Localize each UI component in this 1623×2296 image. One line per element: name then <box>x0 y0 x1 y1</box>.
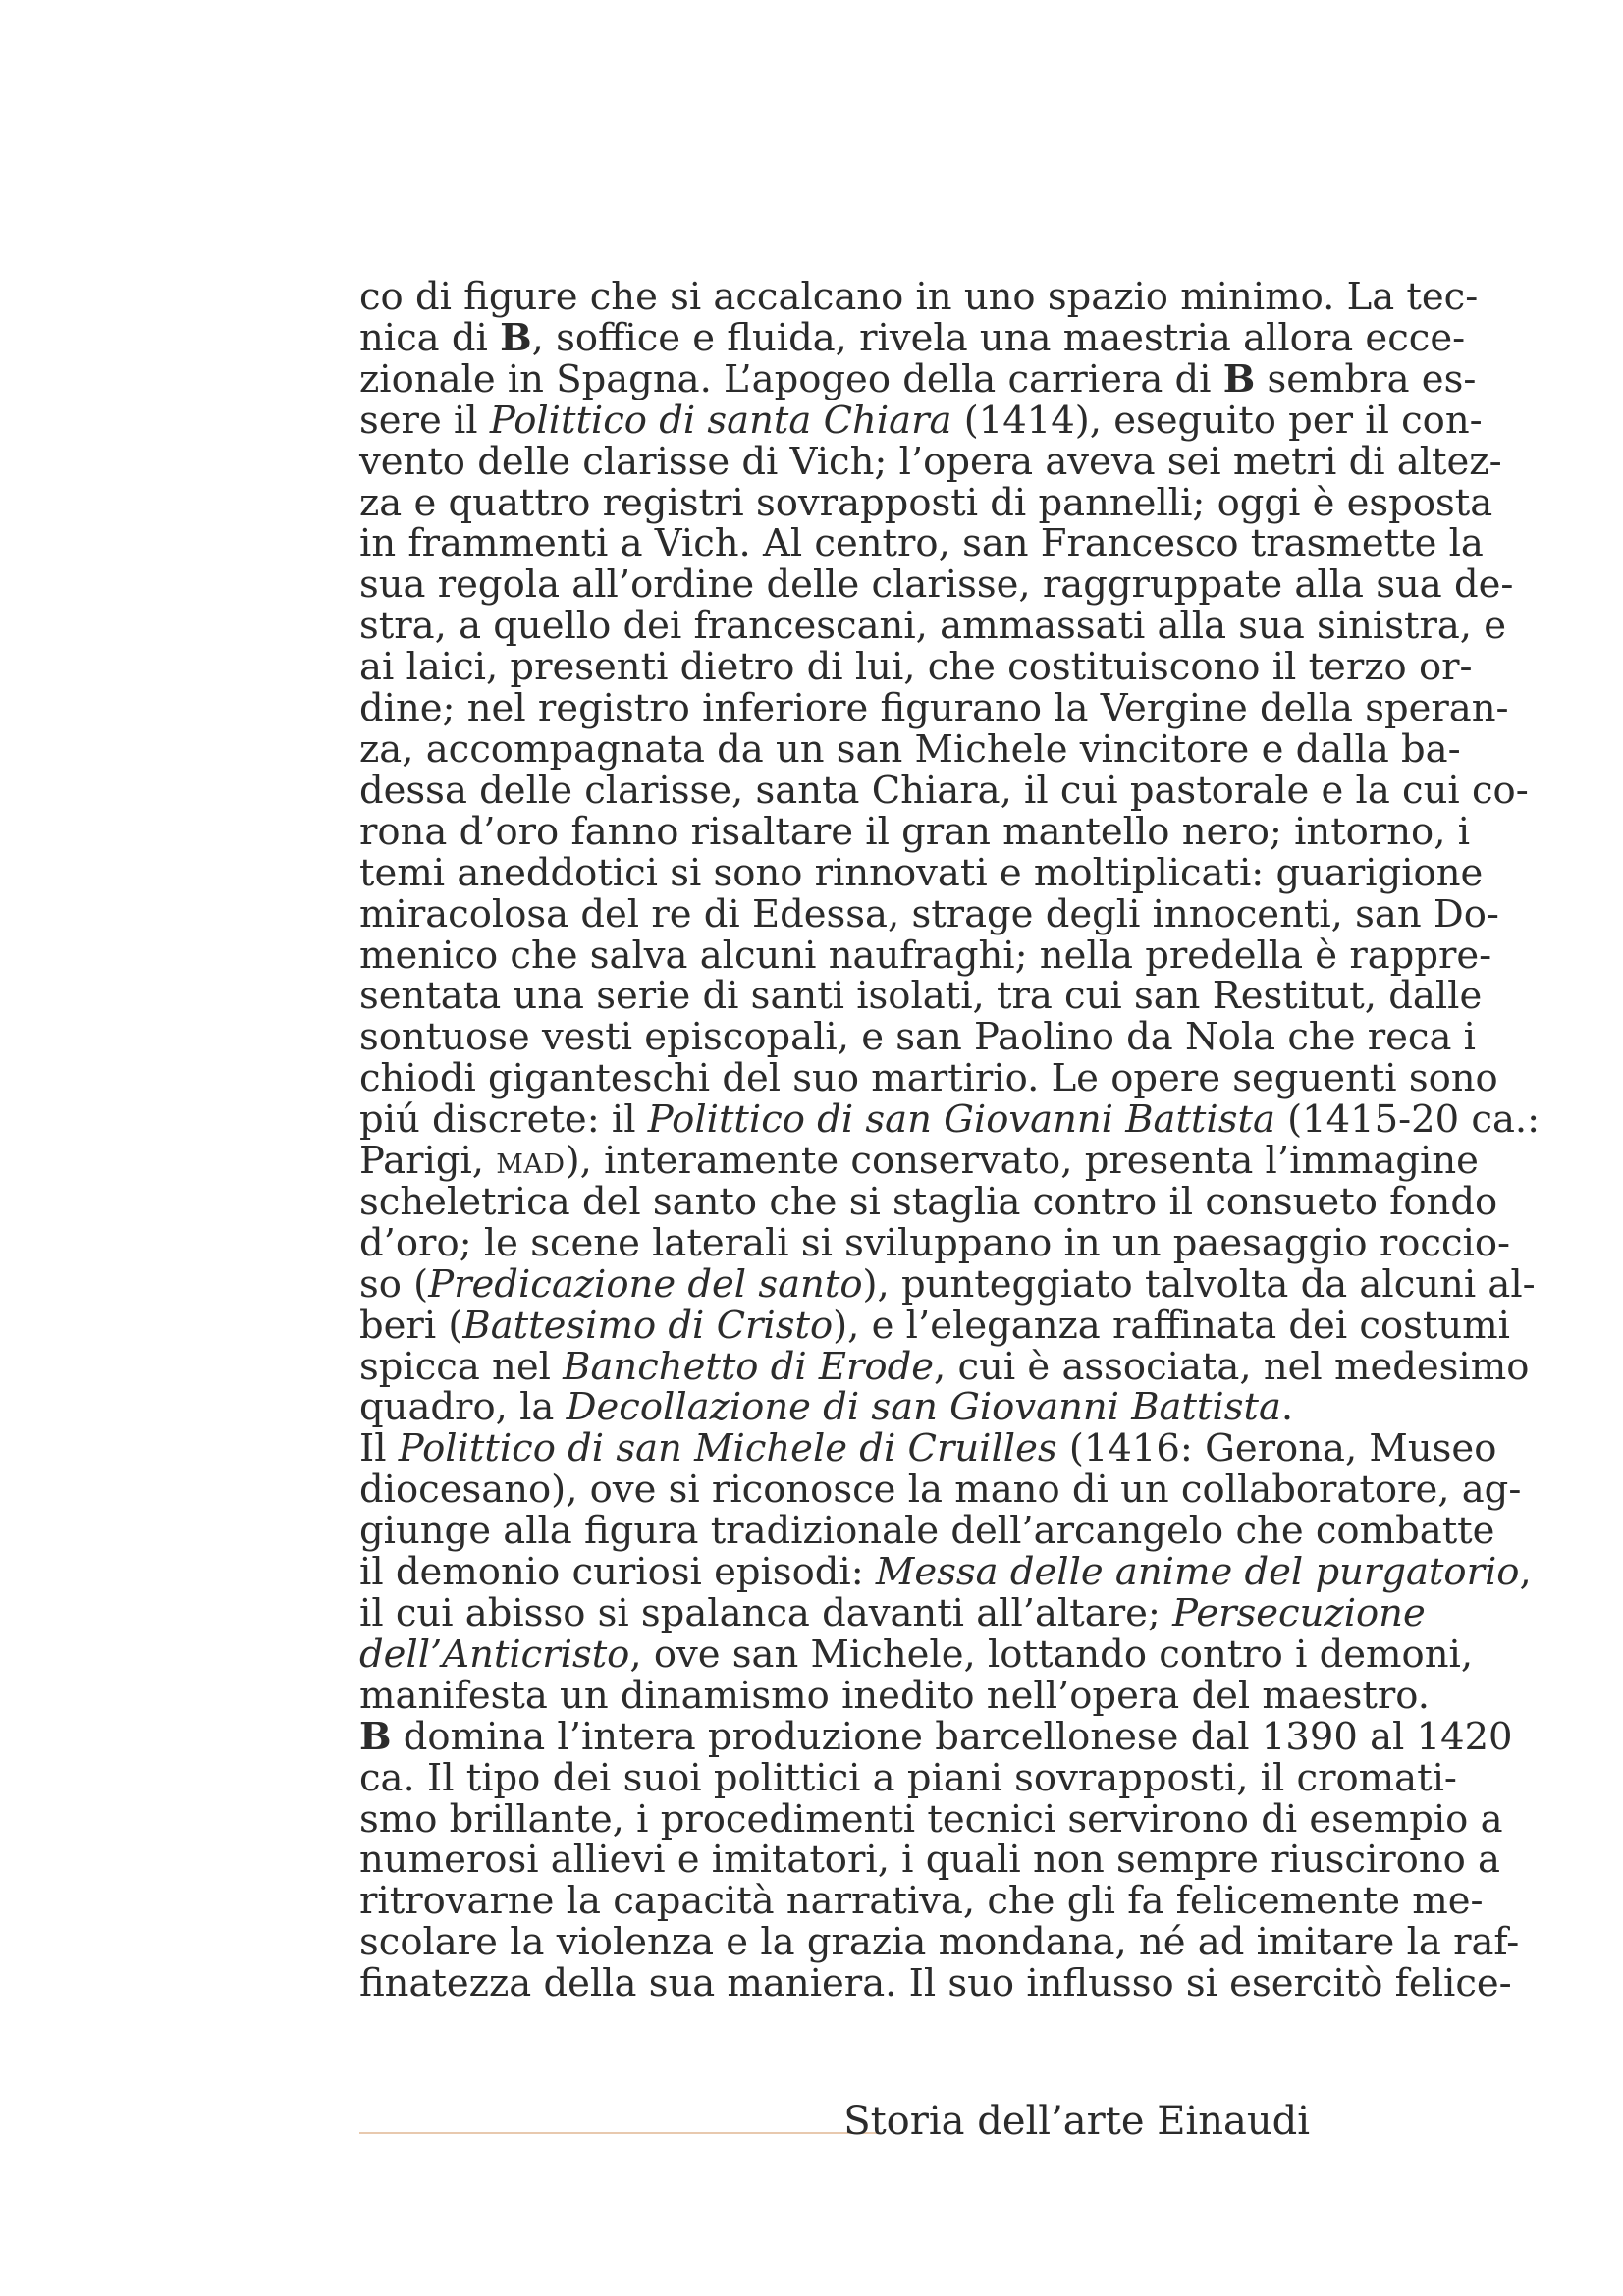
text-line <box>359 1468 1522 1513</box>
text-line <box>359 1550 1532 1595</box>
text-line <box>359 768 1529 813</box>
italic-title: Predicazione del santo <box>428 1261 863 1307</box>
text-run: ), punteggiato talvolta da alcuni al- <box>862 1261 1536 1307</box>
text-run: so ( <box>359 1261 429 1307</box>
text-line <box>359 645 1473 690</box>
text-run: , <box>1519 1550 1532 1595</box>
text-run: dine; nel registro inferiore figurano la Vergine della speran- <box>359 686 1509 731</box>
text-run: , soffice e fluida, rivela una maestria allora ecce- <box>531 315 1466 360</box>
text-run: ca. Il tipo dei suoi polittici a piani sovrapposti, il cromati- <box>359 1755 1457 1800</box>
text-run: domina l’intera produzione barcellonese dal 1390 al 1420 <box>391 1714 1513 1759</box>
text-line <box>359 1631 1474 1677</box>
text-line <box>359 439 1502 484</box>
bold-initial: B <box>1222 356 1256 401</box>
text-run: ), e l’eleganza raffinata dei costumi <box>833 1303 1510 1348</box>
text-run: zionale in Spagna. L’apogeo della carriera di <box>359 356 1223 401</box>
text-line <box>359 1139 1479 1184</box>
text-line <box>359 726 1461 772</box>
text-run: (1416: Gerona, Museo <box>1056 1426 1497 1471</box>
text-run: za e quattro registri sovrapposti di pannelli; oggi è esposta <box>359 480 1493 525</box>
italic-title: Battesimo di Cristo <box>462 1303 834 1348</box>
bold-initial: B <box>359 1714 392 1759</box>
text-line <box>359 1879 1484 1924</box>
text-line <box>359 891 1499 936</box>
text-run: sontuose vesti episcopali, e san Paolino da Nola che reca i <box>359 1015 1476 1060</box>
text-line <box>359 480 1493 525</box>
text-run: diocesano), ove si riconosce la mano di un collaboratore, ag- <box>359 1468 1522 1513</box>
italic-title: Persecuzione <box>1172 1591 1426 1635</box>
text-run: vento delle clarisse di Vich; l’opera aveva sei metri di altez- <box>359 439 1502 484</box>
text-run: stra, a quello dei francescani, ammassati alla sua sinistra, e <box>359 604 1507 649</box>
text-run: sembra es- <box>1255 356 1477 401</box>
text-run: (1414), eseguito per il con- <box>951 398 1483 443</box>
italic-title: Polittico di san Giovanni Battista <box>647 1097 1275 1143</box>
italic-title: dell’Anticristo <box>359 1631 630 1677</box>
text-line <box>359 1015 1476 1060</box>
text-line <box>359 1755 1457 1800</box>
text-line <box>359 1591 1426 1635</box>
text-run: , cui è associata, nel medesimo <box>934 1344 1530 1389</box>
text-line <box>359 1387 1310 1428</box>
text-run: temi aneddotici si sono rinnovati e moltiplicati: guarigione <box>359 850 1484 895</box>
text-line <box>359 686 1509 731</box>
text-run: piú discrete: il <box>359 1097 648 1143</box>
text-run: dessa delle clarisse, santa Chiara, il cui pastorale e la cui co- <box>359 768 1529 813</box>
text-line <box>359 1097 1541 1143</box>
text-run: numerosi allievi e imitatori, i quali non sempre riuscirono a <box>359 1838 1501 1883</box>
text-line <box>359 1714 1513 1759</box>
text-run: chiodi giganteschi del suo martirio. Le opere seguenti sono <box>359 1056 1498 1101</box>
text-line <box>359 398 1483 443</box>
text-line <box>359 1344 1530 1389</box>
text-line <box>359 1673 1431 1718</box>
page-footer <box>359 2099 1310 2158</box>
text-line <box>359 1509 1495 1554</box>
text-line <box>359 1261 1536 1307</box>
text-run: smo brillante, i procedimenti tecnici servirono di esempio a <box>359 1796 1503 1842</box>
text-line <box>359 1426 1497 1471</box>
italic-title: Messa delle anime del purgatorio <box>875 1550 1520 1595</box>
text-line <box>359 933 1492 978</box>
text-run: . <box>1280 1385 1294 1430</box>
text-line <box>359 1179 1498 1224</box>
page-body <box>359 275 1541 2006</box>
text-line <box>359 974 1483 1019</box>
text-line <box>359 1961 1512 2006</box>
text-run: quadro, la <box>359 1385 567 1430</box>
text-line <box>359 809 1471 854</box>
text-line <box>359 850 1484 895</box>
text-run: ai laici, presenti dietro di lui, che costituiscono il terzo or- <box>359 645 1473 690</box>
text-run: nica di <box>359 315 501 360</box>
text-run: rona d’oro fanno risaltare il gran mantello nero; intorno, i <box>359 809 1471 854</box>
text-line <box>359 1796 1503 1842</box>
text-run: scheletrica del santo che si staglia contro il consueto fondo <box>359 1179 1498 1224</box>
italic-title: Decollazione di san Giovanni Battista <box>566 1385 1281 1430</box>
body-text <box>359 275 1541 2006</box>
text-line <box>359 562 1514 608</box>
text-run: finatezza della sua maniera. Il suo influsso si esercitò felice- <box>359 1961 1512 2006</box>
text-run: d’oro; le scene laterali si sviluppano in un paesaggio roccio- <box>359 1220 1511 1265</box>
text-run: in frammenti a Vich. Al centro, san Francesco trasmette la <box>359 521 1484 566</box>
text-line <box>359 1303 1510 1348</box>
text-run: miracolosa del re di Edessa, strage degli innocenti, san Do- <box>359 891 1499 936</box>
text-line <box>359 1920 1520 1965</box>
text-run: menico che salva alcuni naufraghi; nella predella è rappre- <box>359 933 1492 978</box>
text-line <box>359 275 1479 319</box>
text-run: spicca nel <box>359 1344 564 1389</box>
text-run: sentata una serie di santi isolati, tra cui san Restitut, dalle <box>359 974 1483 1019</box>
text-line <box>359 1838 1501 1883</box>
text-line <box>359 1056 1498 1101</box>
text-run: giunge alla figura tradizionale dell’arcangelo che combatte <box>359 1509 1495 1554</box>
text-run: ritrovarne la capacità narrativa, che gli fa felicemente me- <box>359 1879 1484 1924</box>
text-run: ), interamente conservato, presenta l’immagine <box>565 1139 1479 1184</box>
bold-initial: B <box>500 315 532 360</box>
text-run: il demonio curiosi episodi: <box>359 1550 876 1595</box>
text-run: il cui abisso si spalanca davanti all’altare; <box>359 1591 1173 1635</box>
italic-title: Polittico di san Michele di Cruilles <box>398 1426 1057 1471</box>
text-line <box>359 356 1477 401</box>
text-run: (1415-20 ca.: <box>1274 1097 1541 1143</box>
text-run: za, accompagnata da un san Michele vincitore e dalla ba- <box>359 726 1461 772</box>
text-run: manifesta un dinamismo inedito nell’opera del maestro. <box>359 1673 1431 1718</box>
text-run: beri ( <box>359 1303 463 1348</box>
text-line <box>359 521 1484 566</box>
footer-title: Storia dell’arte Einaudi <box>843 2099 1310 2144</box>
text-line <box>359 1220 1511 1265</box>
text-line <box>359 315 1466 360</box>
small-caps-abbr: mad <box>496 1139 566 1184</box>
text-line <box>359 604 1507 649</box>
text-run: , ove san Michele, lottando contro i demoni, <box>629 1631 1474 1677</box>
text-run: sua regola all’ordine delle clarisse, raggruppate alla sua de- <box>359 562 1514 608</box>
footer-rule <box>359 2132 880 2134</box>
text-run: Parigi, <box>359 1139 497 1184</box>
text-run: co di figure che si accalcano in uno spazio minimo. La tec- <box>359 275 1479 319</box>
italic-title: Polittico di santa Chiara <box>489 398 952 443</box>
italic-title: Banchetto di Erode <box>563 1344 935 1389</box>
text-run: Il <box>359 1426 399 1471</box>
text-run: scolare la violenza e la grazia mondana, né ad imitare la raf- <box>359 1920 1520 1965</box>
text-run: sere il <box>359 398 490 443</box>
